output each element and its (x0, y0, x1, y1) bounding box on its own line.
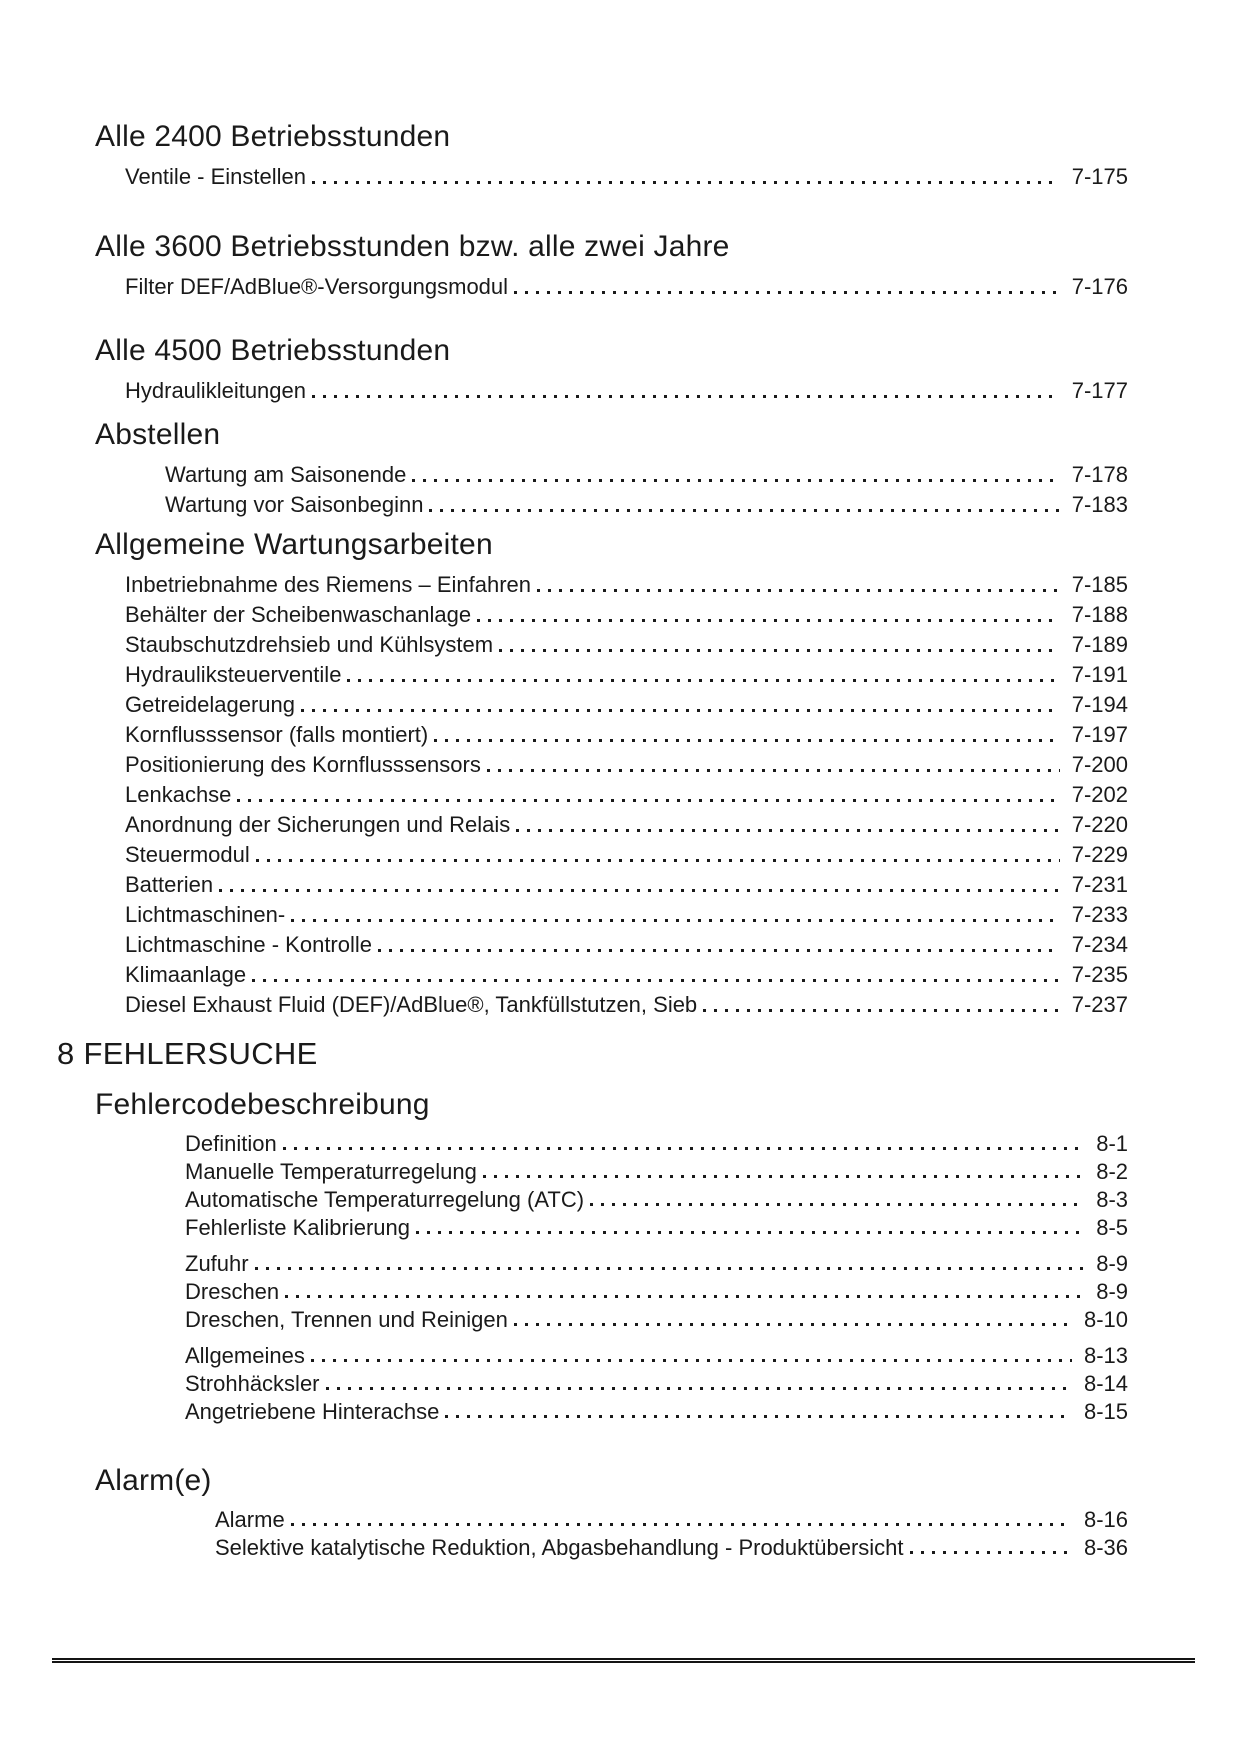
dot-leader-icon (590, 1203, 1084, 1206)
dot-leader-icon (434, 739, 1060, 742)
toc-entry-label: Behälter der Scheibenwaschanlage (125, 602, 472, 627)
toc-entry (95, 1342, 1128, 1370)
toc-entry-label: Steuermodul (125, 842, 250, 867)
dot-leader-icon (416, 1231, 1084, 1234)
toc-entry (95, 570, 1128, 600)
toc-entry-label: Hydrauliksteuerventile (125, 662, 342, 687)
toc-entry-label: Klimaanlage (125, 962, 247, 987)
toc-entry-label: Staubschutzdrehsieb und Kühlsystem (125, 632, 494, 657)
toc-section (95, 230, 1128, 302)
toc-entry-page: 7-175 (1071, 164, 1128, 189)
dot-leader-icon (326, 1387, 1072, 1390)
section-title: Allgemeine Wartungsarbeiten (95, 528, 493, 561)
toc-entry-page: 7-220 (1071, 812, 1128, 837)
dot-leader-icon (910, 1551, 1072, 1554)
dot-leader-icon (516, 829, 1059, 832)
toc-entry-label: Positionierung des Kornflusssensors (125, 752, 481, 777)
toc-entry-label: Getreidelagerung (125, 692, 296, 717)
toc-entry-page: 8-14 (1083, 1371, 1128, 1396)
toc-entry-label: Kornflusssensor (falls montiert) (125, 722, 429, 747)
section-title: Fehlercodebeschreibung (95, 1088, 430, 1121)
toc-entry-label: Fehlerliste Kalibrierung (185, 1215, 410, 1240)
dot-leader-icon (703, 1009, 1060, 1012)
toc-entry-page: 7-194 (1071, 692, 1128, 717)
toc-entry-label: Lichtmaschine - Kontrolle (125, 932, 373, 957)
toc-entry-page: 7-197 (1071, 722, 1128, 747)
toc-entry-page: 7-183 (1071, 492, 1128, 517)
toc-entry-page: 7-178 (1071, 462, 1128, 487)
chapter-title: 8 FEHLERSUCHE (57, 1036, 318, 1071)
toc-entry-page: 7-202 (1071, 782, 1128, 807)
toc-entry (95, 162, 1128, 192)
toc-entry-label: Lenkachse (125, 782, 232, 807)
toc-entry-page: 7-235 (1071, 962, 1128, 987)
toc-entry (95, 272, 1128, 302)
dot-leader-icon (445, 1415, 1072, 1418)
toc-entry-label: Wartung am Saisonende (165, 462, 407, 487)
toc-entry-page: 8-10 (1083, 1307, 1128, 1332)
dot-leader-icon (252, 979, 1060, 982)
toc-entry (95, 840, 1128, 870)
toc-section (95, 528, 1128, 1020)
dot-leader-icon (312, 181, 1060, 184)
dot-leader-icon (283, 1147, 1084, 1150)
toc-entry-page: 7-177 (1071, 378, 1128, 403)
toc-entry-label: Batterien (125, 872, 214, 897)
toc-entry-page: 8-9 (1096, 1251, 1128, 1276)
toc-entry-page: 8-36 (1083, 1535, 1128, 1560)
toc-section (95, 120, 1128, 192)
toc-entry-page: 8-9 (1096, 1279, 1128, 1304)
toc-entry-label: Definition (185, 1131, 277, 1156)
toc-entry (95, 460, 1128, 490)
dot-leader-icon (499, 649, 1060, 652)
dot-leader-icon (537, 589, 1060, 592)
toc-entry (95, 1186, 1128, 1214)
toc-entry-page: 8-2 (1096, 1159, 1128, 1184)
section-title: Alarm(e) (95, 1464, 212, 1497)
section-title: Alle 4500 Betriebsstunden (95, 334, 451, 367)
dot-leader-icon (312, 395, 1060, 398)
dot-leader-icon (219, 889, 1060, 892)
toc-entry-label: Automatische Temperaturregelung (ATC) (185, 1187, 585, 1212)
toc-section (95, 334, 1128, 406)
dot-leader-icon (412, 479, 1059, 482)
toc-entry (95, 1278, 1128, 1306)
toc-entry-page: 8-13 (1083, 1343, 1128, 1368)
toc-entry (95, 900, 1128, 930)
toc-entry-label: Zufuhr (185, 1251, 249, 1276)
toc-entry-label: Wartung vor Saisonbeginn (165, 492, 424, 517)
toc-entry (95, 1506, 1128, 1534)
toc-entry-page: 7-176 (1071, 274, 1128, 299)
toc-entry-label: Lichtmaschinen- (125, 902, 286, 927)
toc-entry-label: Allgemeines (185, 1343, 305, 1368)
toc-entry-page: 8-5 (1096, 1215, 1128, 1240)
toc-entry (95, 930, 1128, 960)
toc-entry-label: Anordnung der Sicherungen und Relais (125, 812, 511, 837)
section-title: Alle 2400 Betriebsstunden (95, 120, 451, 153)
dot-leader-icon (487, 769, 1060, 772)
toc-entry (95, 990, 1128, 1020)
dot-leader-icon (255, 1267, 1085, 1270)
section-title: Abstellen (95, 418, 221, 451)
dot-leader-icon (256, 859, 1060, 862)
toc-entry-page: 8-15 (1083, 1399, 1128, 1424)
dot-leader-icon (483, 1175, 1084, 1178)
dot-leader-icon (378, 949, 1060, 952)
toc-entry (95, 960, 1128, 990)
toc-entry-page: 8-1 (1096, 1131, 1128, 1156)
footer-double-rule (52, 1658, 1195, 1663)
toc-entry-page: 7-237 (1071, 992, 1128, 1017)
toc-entry-page: 7-233 (1071, 902, 1128, 927)
toc-entry-label: Hydraulikleitungen (125, 378, 306, 403)
toc-entry-label: Ventile - Einstellen (125, 164, 306, 189)
toc-entry (95, 1250, 1128, 1278)
toc-entry (95, 1534, 1128, 1562)
toc-entry-page: 7-231 (1071, 872, 1128, 897)
toc-entry-label: Selektive katalytische Reduktion, Abgasbehandlung - Produktübersicht (215, 1535, 904, 1560)
dot-leader-icon (514, 291, 1060, 294)
toc-entry-label: Dreschen, Trennen und Reinigen (185, 1307, 508, 1332)
toc-entry-page: 7-200 (1071, 752, 1128, 777)
toc-entry-label: Inbetriebnahme des Riemens – Einfahren (125, 572, 532, 597)
dot-leader-icon (477, 619, 1060, 622)
toc-section (95, 1464, 1128, 1562)
toc-entry (95, 600, 1128, 630)
toc-section (95, 418, 1128, 520)
dot-leader-icon (291, 919, 1060, 922)
toc-entry-page: 7-234 (1071, 932, 1128, 957)
toc-entry-page: 7-185 (1071, 572, 1128, 597)
dot-leader-icon (291, 1523, 1072, 1526)
dot-leader-icon (285, 1295, 1084, 1298)
toc-entry (95, 1370, 1128, 1398)
toc-entry-label: Filter DEF/AdBlue®-Versorgungsmodul (125, 274, 509, 299)
toc-entry-label: Manuelle Temperaturregelung (185, 1159, 477, 1184)
toc-entry (95, 1158, 1128, 1186)
toc-entry (95, 1214, 1128, 1242)
toc-entry (95, 720, 1128, 750)
toc-entry (95, 690, 1128, 720)
toc-entry-label: Strohhäcksler (185, 1371, 320, 1396)
toc-entry (95, 1306, 1128, 1334)
toc-entry (95, 660, 1128, 690)
toc-section (95, 1088, 1128, 1426)
section-title: Alle 3600 Betriebsstunden bzw. alle zwei Jahre (95, 230, 730, 263)
toc-entry-page: 7-189 (1071, 632, 1128, 657)
toc-entry (95, 1130, 1128, 1158)
toc-entry (95, 630, 1128, 660)
toc-entry (95, 780, 1128, 810)
toc-entry-page: 8-16 (1083, 1507, 1128, 1532)
toc-entry (95, 870, 1128, 900)
toc-entry-label: Alarme (215, 1507, 285, 1532)
toc-entry (95, 1398, 1128, 1426)
dot-leader-icon (514, 1323, 1072, 1326)
toc-entry (95, 376, 1128, 406)
toc-entry-page: 7-229 (1071, 842, 1128, 867)
toc-entry-label: Angetriebene Hinterachse (185, 1399, 440, 1424)
toc-entry-page: 7-188 (1071, 602, 1128, 627)
toc-entry (95, 490, 1128, 520)
toc-entry-page: 8-3 (1096, 1187, 1128, 1212)
dot-leader-icon (347, 679, 1059, 682)
dot-leader-icon (237, 799, 1059, 802)
toc-entry-label: Diesel Exhaust Fluid (DEF)/AdBlue®, Tankfüllstutzen, Sieb (125, 992, 698, 1017)
toc-entry-page: 7-191 (1071, 662, 1128, 687)
dot-leader-icon (311, 1359, 1072, 1362)
toc-entry (95, 750, 1128, 780)
toc-entry-label: Dreschen (185, 1279, 280, 1304)
toc-entry (95, 810, 1128, 840)
dot-leader-icon (429, 509, 1059, 512)
dot-leader-icon (301, 709, 1060, 712)
